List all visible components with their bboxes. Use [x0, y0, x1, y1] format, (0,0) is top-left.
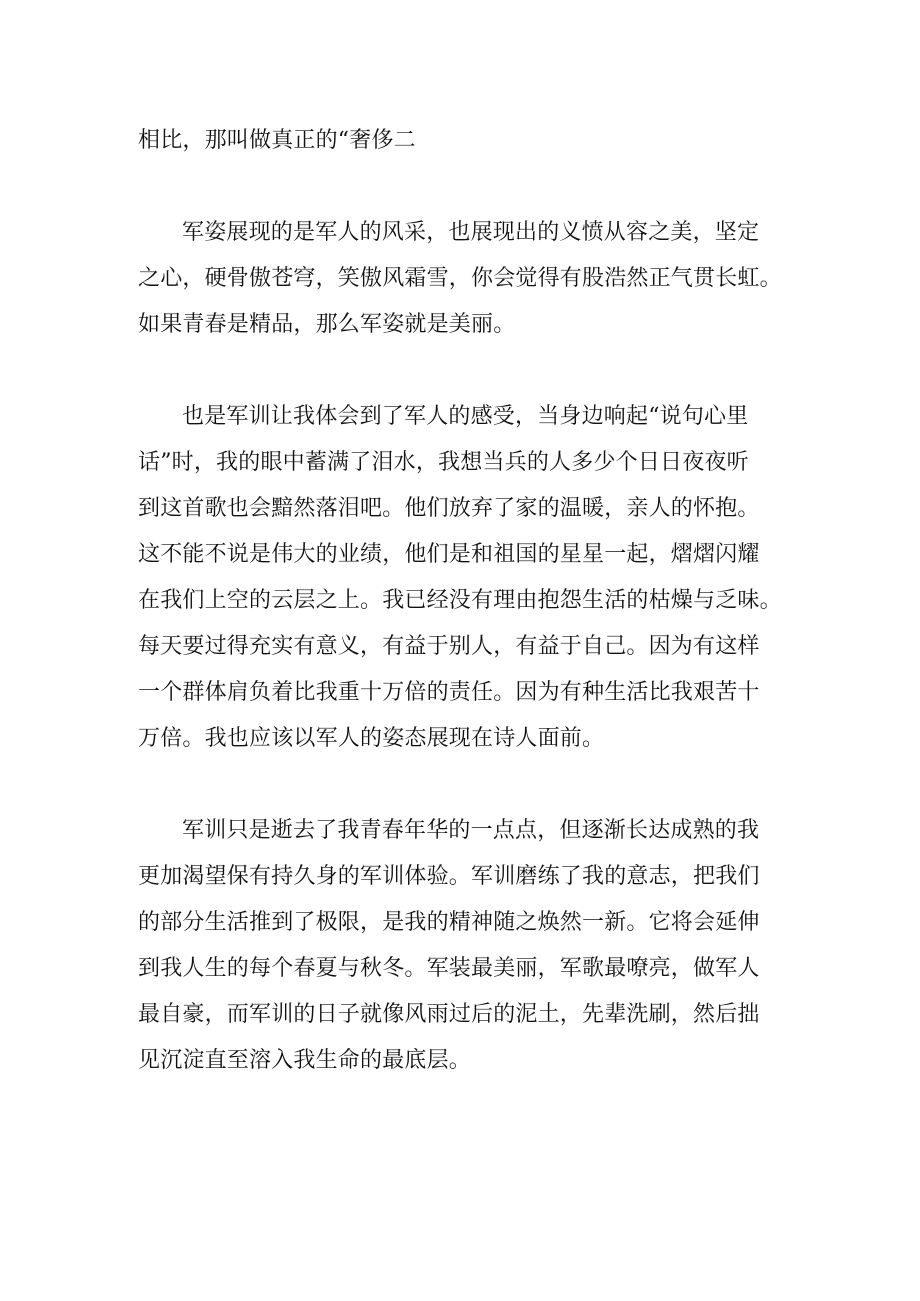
paragraph-1: [138, 118, 798, 164]
paragraph-line: 见沉淀直至溶入我生命的最底层。: [138, 1048, 472, 1073]
paragraph-line: 在我们上空的云层之上。我已经没有理由抱怨生活的枯燥与乏味。: [138, 588, 782, 613]
paragraph-line: 也是军训让我体会到了军人的感受，当身边响起“说句心里: [182, 404, 749, 429]
paragraph-gap: [138, 762, 798, 808]
paragraph-line: 每天要过得充实有意义，有益于别人，有益于自己。因为有这样: [138, 634, 760, 659]
paragraph-2: [138, 210, 798, 348]
paragraph-line: 到这首歌也会黯然落泪吧。他们放弃了家的温暖，亲人的怀抱。: [138, 496, 760, 521]
paragraph-line: 到我人生的每个春夏与秋冬。军装最美丽，军歌最嘹亮，做军人: [138, 956, 760, 981]
paragraph-line: 的部分生活推到了极限，是我的精神随之焕然一新。它将会延伸: [138, 910, 760, 935]
paragraph-line: 军训只是逝去了我青春年华的一点点，但逐渐长达成熟的我: [182, 818, 760, 843]
paragraph-line: 之心，硬骨傲苍穹，笑傲风霜雪，你会觉得有股浩然正气贯长虹。: [138, 266, 782, 291]
paragraph-gap: [138, 348, 798, 394]
paragraph-line: 更加渴望保有持久身的军训体验。军训磨练了我的意志，把我们: [138, 864, 760, 889]
paragraph-line: 军姿展现的是军人的风采，也展现出的义愤从容之美，坚定: [182, 220, 760, 245]
paragraph-4: [138, 808, 798, 1084]
paragraph-line: 如果青春是精品，那么军姿就是美丽。: [138, 312, 516, 337]
paragraph-line: 话”时，我的眼中蓄满了泪水，我想当兵的人多少个日日夜夜听: [138, 450, 749, 475]
document-body: [138, 118, 798, 1084]
paragraph-3: [138, 394, 798, 762]
paragraph-line: 万倍。我也应该以军人的姿态展现在诗人面前。: [138, 726, 605, 751]
paragraph-line: 最自豪，而军训的日子就像风雨过后的泥土，先辈洗刷，然后拙: [138, 1002, 760, 1027]
paragraph-gap: [138, 164, 798, 210]
paragraph-line: 这不能不说是伟大的业绩，他们是和祖国的星星一起，熠熠闪耀: [138, 542, 760, 567]
paragraph-line: 一个群体肩负着比我重十万倍的责任。因为有种生活比我艰苦十: [138, 680, 760, 705]
paragraph-line: 相比，那叫做真正的“奢侈二: [138, 128, 416, 153]
